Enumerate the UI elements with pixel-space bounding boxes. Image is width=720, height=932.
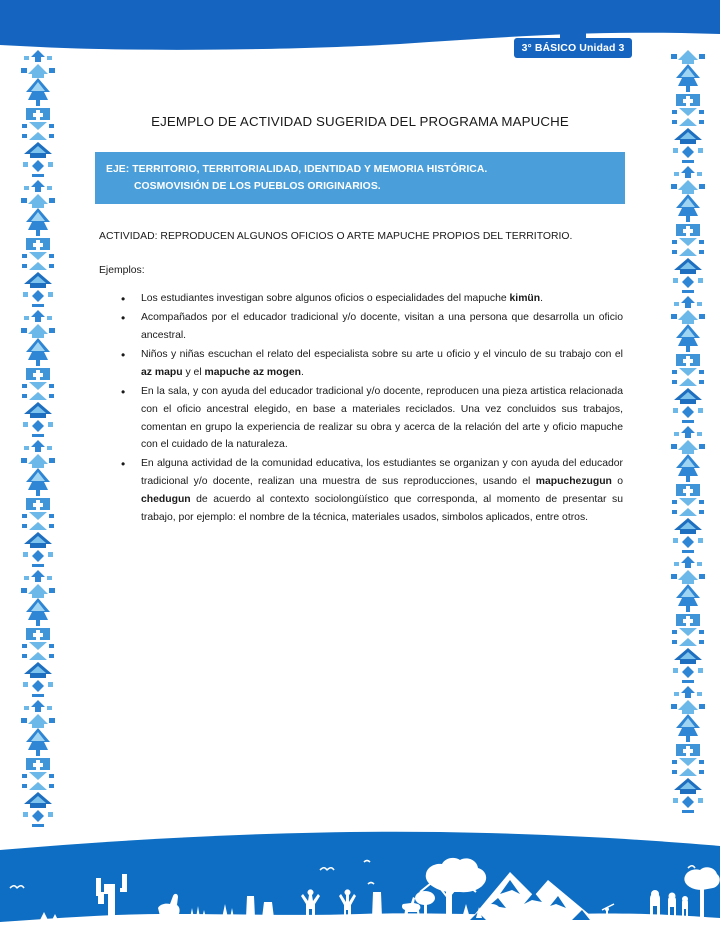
list-item-text: Acompañados por el educador tradicional y/o docente, visitan a una persona que desarrolla un oficio ancestral. — [141, 312, 623, 342]
activity-statement: ACTIVIDAD: REPRODUCEN ALGUNOS OFICIOS O ARTE MAPUCHE PROPIOS DEL TERRITORIO. — [99, 231, 573, 243]
emphasized-term: az mapu — [141, 366, 183, 378]
eje-line-1: EJE: TERRITORIO, TERRITORIALIDAD, IDENTIDAD Y MEMORIA HISTÓRICA. — [106, 164, 488, 175]
list-item-text: o — [611, 476, 624, 488]
list-item-text: En la sala, y con ayuda del educador tradicional y/o docente, reproducen una pieza artistica relacionada con el oficio ancestral elegido, en base a materiales reciclados. Una vez concluidos sus trabajos, comentan en grupo la experiencia de realizar su obra y acerca de la relación del arte y oficio mapuche con el cuidado de la naturaleza. — [141, 385, 623, 451]
list-item-text: En alguna actividad de la comunidad educativa, los estudiantes se organizan y con ayuda del educador tradicional y/o docente, realizan una muestra de sus reproducciones, usando el — [141, 458, 623, 488]
unit-badge: 3° BÁSICO Unidad 3 — [514, 38, 632, 58]
document-content — [95, 96, 625, 528]
page-title: EJEMPLO DE ACTIVIDAD SUGERIDA DEL PROGRAMA MAPUCHE — [151, 114, 569, 129]
list-item-text: Los estudiantes investigan sobre algunos oficios o especialidades del mapuche — [141, 293, 510, 305]
list-item — [95, 290, 625, 308]
list-item — [95, 383, 625, 455]
list-item-text: de acuerdo al contexto sociolongüístico que corresponda, al momento de presentar su trabajo, por ejemplo: el nombre de la técnica, materiales usados, simbolos aplicados, entre otros. — [141, 494, 623, 523]
mapuche-pattern-border-left — [14, 48, 62, 848]
list-item-text: Niños y niñas escuchan el relato del especialista sobre su arte u oficio y el vinculo de su trabajo con el — [141, 348, 623, 360]
list-item-text: . — [540, 293, 544, 305]
list-item-text: y el — [182, 366, 205, 378]
emphasized-term: chedugun — [141, 494, 191, 506]
mapuche-pattern-border-right — [664, 48, 712, 848]
emphasized-term: mapuche az mogen — [204, 366, 301, 378]
emphasized-term: kimün — [509, 293, 541, 305]
list-item — [95, 309, 625, 345]
emphasized-term: mapuchezugun — [535, 476, 612, 488]
examples-list — [95, 290, 625, 527]
list-item — [95, 455, 625, 527]
list-item-text: . — [300, 366, 304, 378]
bottom-landscape-band — [0, 822, 720, 932]
examples-label: Ejemplos: — [99, 265, 145, 277]
list-item — [95, 346, 625, 382]
eje-header-box — [95, 152, 625, 204]
eje-line-2: COSMOVISIÓN DE LOS PUEBLOS ORIGINARIOS. — [134, 181, 381, 193]
